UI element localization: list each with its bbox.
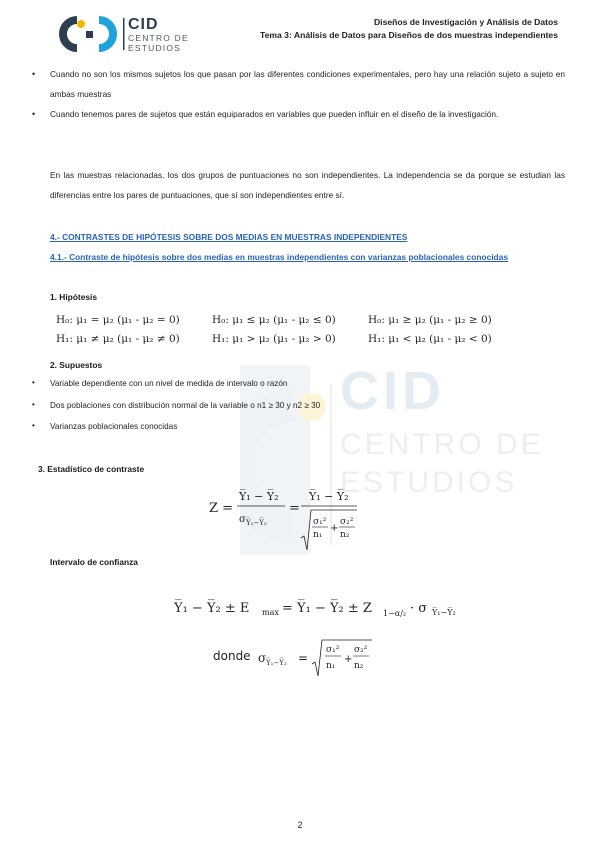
donde-label: donde (213, 649, 251, 663)
section-41-number: 4.1.- (50, 252, 67, 262)
svg-text:Z =: Z = (209, 501, 234, 516)
supuestos-heading: 2. Supuestos (50, 360, 103, 370)
svg-text:Y̅₁ − Y̅₂: Y̅₁ − Y̅₂ (239, 490, 279, 503)
svg-text:+: + (330, 523, 339, 534)
supuesto-item: Variable dependiente con un nivel de medida de intervalo o razón (50, 379, 288, 388)
h1-two-tailed: H₁: μ₁ ≠ μ₂ (μ₁ - μ₂ ≠ 0) (56, 333, 180, 345)
svg-text:Y̅₁−Y̅₂: Y̅₁−Y̅₂ (246, 519, 267, 527)
h1-right-tailed: H₁: μ₁ > μ₂ (μ₁ - μ₂ > 0) (212, 333, 336, 345)
header-subtitle: Tema 3: Análisis de Datos para Diseños de dos muestras independientes (259, 30, 558, 40)
svg-text:Y̅₁ − Y̅₂ ± E: Y̅₁ − Y̅₂ ± E (174, 601, 250, 616)
svg-text:σ₁²: σ₁² (313, 517, 327, 527)
bullet-item (32, 64, 565, 104)
svg-text:+: + (344, 654, 353, 665)
bullet-icon: • (32, 69, 36, 79)
h0-right-tailed: H₀: μ₁ ≤ μ₂ (μ₁ - μ₂ ≤ 0) (212, 314, 336, 326)
confidence-interval-formula (170, 592, 480, 620)
bullet-text: Cuando no son los mismos sujetos los que pasan por las diferentes condiciones experimentales, pero hay una relación sujeto a sujeto en ambas muestras (50, 69, 565, 99)
page-number: 2 (297, 820, 303, 830)
watermark-text: CID (340, 361, 445, 421)
svg-text:n₁: n₁ (326, 661, 336, 671)
svg-text:σ₂²: σ₂² (340, 517, 354, 527)
svg-text:Y̅₁−Y̅₂: Y̅₁−Y̅₂ (432, 608, 456, 617)
svg-text:Y̅₁ − Y̅₂: Y̅₁ − Y̅₂ (309, 490, 349, 503)
section-4-heading[interactable] (50, 227, 565, 247)
bullet-item (32, 104, 565, 124)
watermark-subtitle-2: ESTUDIOS (340, 466, 518, 499)
svg-text:1−α/₂: 1−α/₂ (383, 609, 407, 618)
h0-left-tailed: H₀: μ₁ ≥ μ₂ (μ₁ - μ₂ ≥ 0) (368, 314, 492, 326)
section-41-heading[interactable] (50, 247, 565, 267)
logo-subtitle-line1: CENTRO DE (128, 33, 189, 43)
section-4-title: CONTRASTES DE HIPÓTESIS SOBRE DOS MEDIAS EN MUESTRAS INDEPENDIENTES (62, 232, 408, 242)
svg-text:σ: σ (239, 514, 246, 525)
svg-text:n₁: n₁ (313, 530, 323, 540)
bullet-icon: • (32, 109, 36, 119)
logo-subtitle (128, 33, 189, 53)
svg-text:=: = (298, 651, 309, 665)
section-41-title: Contraste de hipótesis sobre dos medias en muestras independientes con varianzas poblacionales conocidas (69, 252, 508, 262)
svg-text:σ₂²: σ₂² (354, 645, 368, 655)
bullet-icon: • (32, 378, 35, 387)
h0-two-tailed: H₀: μ₁ = μ₂ (μ₁ - μ₂ = 0) (56, 314, 180, 326)
sigma-difference-formula (256, 634, 386, 680)
svg-text:Y̅₁−Y̅₂: Y̅₁−Y̅₂ (266, 659, 287, 667)
bullet-text: Cuando tenemos pares de sujetos que están equiparados en variables que pueden influir en el diseño de la investigación. (50, 109, 499, 119)
svg-text:· σ: · σ (410, 601, 428, 616)
logo-subtitle-line2: ESTUDIOS (128, 43, 182, 53)
bullet-icon: • (32, 400, 35, 409)
body-paragraph: En las muestras relacionadas, los dos grupos de puntuaciones no son independientes. La independencia se da porque se estudian las diferencias entre los pares de puntuaciones, que sí son independientes entre sí. (50, 170, 565, 200)
svg-text:σ₁²: σ₁² (326, 645, 340, 655)
intervalo-heading: Intervalo de confianza (50, 557, 138, 567)
section-4-number: 4.- (50, 232, 60, 242)
svg-text:max: max (262, 608, 279, 617)
svg-text:=: = (289, 501, 300, 516)
logo-name: CID (128, 16, 159, 33)
supuesto-item: Varianzas poblacionales conocidas (50, 422, 178, 431)
estadistico-heading: 3. Estadístico de contraste (38, 464, 145, 474)
header-title: Diseños de Investigación y Análisis de Datos (373, 17, 558, 27)
svg-text:n₂: n₂ (354, 661, 364, 671)
supuesto-item: Dos poblaciones con distribución normal de la variable o n1 ≥ 30 y n2 ≥ 30 (50, 401, 321, 410)
z-formula (205, 478, 365, 558)
watermark-subtitle-1: CENTRO DE (340, 428, 544, 461)
hipotesis-heading: 1. Hipótesis (50, 292, 98, 302)
h1-left-tailed: H₁: μ₁ < μ₂ (μ₁ - μ₂ < 0) (368, 333, 492, 345)
svg-text:n₂: n₂ (340, 530, 350, 540)
bullet-icon: • (32, 421, 35, 430)
svg-text:= Y̅₁ − Y̅₂ ± Z: = Y̅₁ − Y̅₂ ± Z (282, 601, 372, 616)
svg-text:σ: σ (258, 651, 267, 665)
